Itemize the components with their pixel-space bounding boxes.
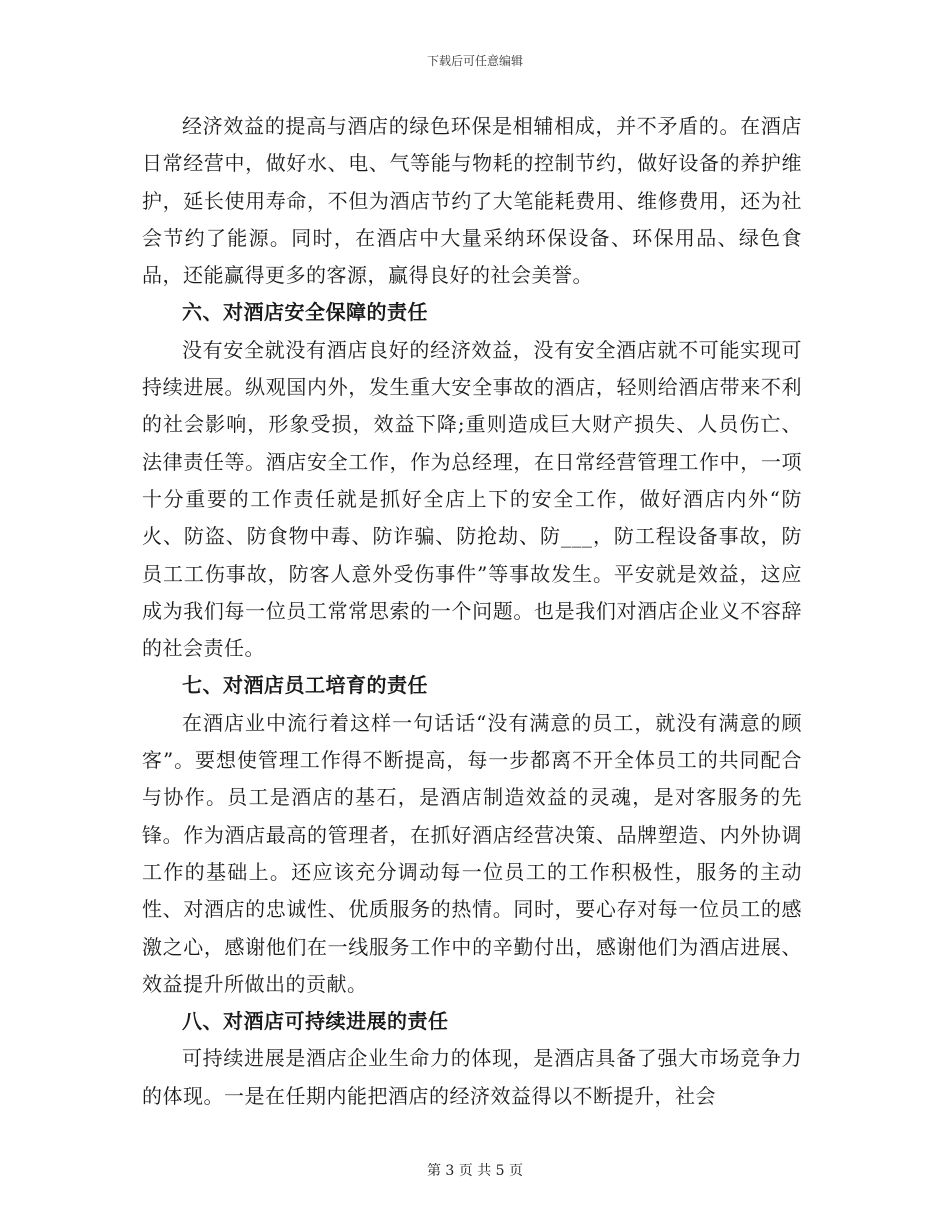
paragraph-green-economy: 经济效益的提高与酒店的绿色环保是相辅相成，并不矛盾的。在酒店日常经营中，做好水、电、气等能与物耗的控制节约，做好设备的养护维护，延长使用寿命，不但为酒店节约了大笔能耗费用、维修费用，还为社会节约了能源。同时，在酒店中大量采纳环保设备、环保用品、绿色食品，还能赢得更多的客源，赢得良好的社会美誉。: [142, 114, 802, 288]
paragraph-staff-training: 在酒店业中流行着这样一句话话“没有满意的员工，就没有满意的顾客”。要想使管理工作得不断提高，每一步都离不开全体员工的共同配合与协作。员工是酒店的基石，是酒店制造效益的灵魂，是对客服务的先锋。作为酒店最高的管理者，在抓好酒店经营决策、品牌塑造、内外协调工作的基础上。还应该充分调动每一位员工的工作积极性，服务的主动性、对酒店的忠诚性、优质服务的热情。同时，要心存对每一位员工的感激之心，感谢他们在一线服务工作中的辛勤付出，感谢他们为酒店进展、效益提升所做出的贡献。: [142, 710, 802, 996]
page-number: 第 3 页 共 5 页: [426, 1163, 524, 1179]
heading-safety-responsibility: 六、对酒店安全保障的责任: [182, 300, 428, 325]
paragraph-safety: 没有安全就没有酒店良好的经济效益，没有安全酒店就不可能实现可持续进展。纵观国内外，发生重大安全事故的酒店，轻则给酒店带来不利的社会影响，形象受损，效益下降;重则造成巨大财产损失、人员伤亡、法律责任等。酒店安全工作，作为总经理，在日常经营管理工作中，一项十分重要的工作责任就是抓好全店上下的安全工作，做好酒店内外“防火、防盗、防食物中毒、防诈骗、防抢劫、防___，防工程设备事故，防员工工伤事故，防客人意外受伤事件”等事故发生。平安就是效益，这应成为我们每一位员工常常思索的一个问题。也是我们对酒店企业义不容辞的社会责任。: [142, 337, 802, 661]
heading-staff-training-responsibility: 七、对酒店员工培育的责任: [182, 673, 428, 698]
page-header: 下载后可任意编辑: [426, 54, 523, 68]
paragraph-sustainable-development: 可持续进展是酒店企业生命力的体现，是酒店具备了强大市场竞争力的体现。一是在任期内能把酒店的经济效益得以不断提升，社会: [142, 1046, 802, 1108]
heading-sustainable-development-responsibility: 八、对酒店可持续进展的责任: [182, 1009, 449, 1034]
document-body: [142, 108, 802, 1115]
